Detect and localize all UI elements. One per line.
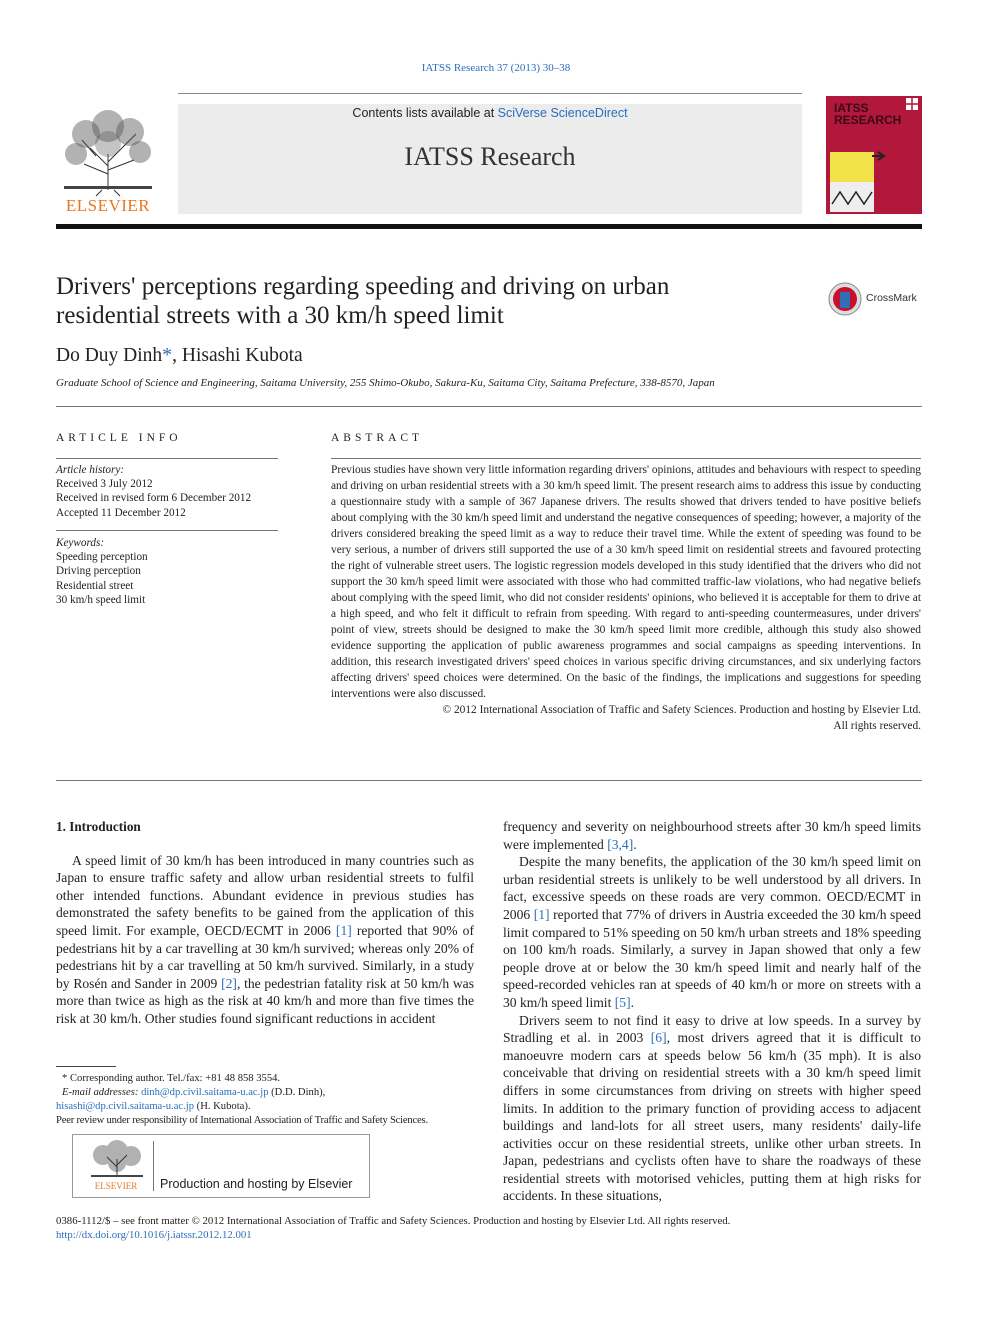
abstract-rule <box>331 458 921 459</box>
intro-paragraph-3 <box>503 1012 921 1206</box>
contents-availability <box>178 106 802 120</box>
text-run: A speed limit of 30 km/h has been introduced in many countries such as Japan to ensure traffic safety and allow urban residential streets to fulfil other intended functions. Abundant evidence in previous studies has demonstrated the safety benefits to be gained from the application of this speed limit. For example, OECD/ECMT in 2006 <box>56 852 474 938</box>
abstract-end-rule <box>56 780 922 781</box>
text-run: . <box>633 836 637 852</box>
intro-paragraph-continued <box>503 818 921 853</box>
author-1[interactable]: Do Duy Dinh <box>56 345 163 366</box>
history-accepted: Accepted 11 December 2012 <box>56 506 186 519</box>
elsevier-tree-small-icon <box>81 1139 151 1193</box>
intro-paragraph-2 <box>503 853 921 1011</box>
header-thick-rule <box>56 224 922 229</box>
email-owner: (H. Kubota). <box>194 1101 251 1112</box>
email-footnote <box>56 1086 486 1100</box>
text-run: . <box>630 994 635 1010</box>
citation-link[interactable]: [1] <box>533 906 550 922</box>
article-info-heading: ARTICLE INFO <box>56 432 182 444</box>
page-footer <box>56 1214 730 1242</box>
abstract-copyright <box>331 702 921 734</box>
production-hosting-box <box>72 1134 370 1198</box>
body-left-column <box>56 818 474 1028</box>
sciencedirect-link[interactable]: SciVerse ScienceDirect <box>497 106 628 120</box>
title-line-1: Drivers' perceptions regarding speeding and driving on urban <box>56 273 670 300</box>
history-revised: Received in revised form 6 December 2012 <box>56 492 252 505</box>
corresponding-author-mark[interactable]: * <box>162 344 173 366</box>
email-footnote-2 <box>56 1100 486 1114</box>
corresponding-footnote <box>56 1072 486 1086</box>
corresponding-text: Corresponding author. Tel./fax: +81 48 858 3554. <box>69 1073 281 1084</box>
contents-prefix: Contents lists available at <box>352 106 498 120</box>
text-run: frequency and severity on neighbourhood streets after 30 km/h speed limits were implemented <box>503 819 921 852</box>
copyright-line-1: © 2012 International Association of Traffic and Safety Sciences. Production and hosting by Elsevier Ltd. <box>442 704 921 716</box>
author-separator: , <box>172 345 182 366</box>
email-link-dinh[interactable]: dinh@dp.civil.saitama-u.ac.jp <box>141 1087 269 1098</box>
article-info-rule-1 <box>56 458 278 459</box>
citation-link[interactable]: [1] <box>335 922 352 938</box>
article-info-rule-2 <box>56 530 278 531</box>
peer-review-note: Peer review under responsibility of International Association of Traffic and Safety Sciences. <box>56 1115 428 1126</box>
history-label: Article history: <box>56 464 125 476</box>
crossmark-icon <box>828 282 862 316</box>
section-heading-introduction: 1. Introduction <box>56 819 141 834</box>
author-2[interactable]: Hisashi Kubota <box>181 345 303 366</box>
abstract-body <box>331 462 921 734</box>
production-divider <box>153 1141 154 1191</box>
keyword-item: Driving perception <box>56 565 141 578</box>
intro-paragraph-1 <box>56 852 474 1028</box>
header-rule <box>178 93 802 94</box>
elsevier-logo <box>56 104 160 216</box>
title-line-2: residential streets with a 30 km/h speed limit <box>56 302 504 329</box>
issn-line: 0386-1112/$ – see front matter © 2012 International Association of Traffic and Safety Sciences. Production and hosting by Elsevier Ltd. All rights reserved. <box>56 1215 731 1227</box>
email-label: E-mail addresses: <box>62 1087 139 1098</box>
elsevier-wordmark: ELSEVIER <box>65 196 151 215</box>
cover-title: IATSS RESEARCH <box>834 101 902 127</box>
footnote-rule <box>56 1066 116 1067</box>
copyright-line-2: All rights reserved. <box>833 720 921 732</box>
author-list <box>56 344 303 367</box>
body-right-column <box>503 818 921 1205</box>
citation-link[interactable]: [2] <box>221 975 237 991</box>
text-run: reported that 90% of pedestrians hit by a car travelling at 30 km/h survived; whereas only 20% of pedestrians hit by a car travelling at 50 km/h survived. Similarly, in a study by Rosén and Sander in 2009 <box>56 922 474 991</box>
crossmark-badge[interactable] <box>828 282 928 316</box>
keyword-item: Residential street <box>56 579 134 592</box>
abstract-heading: ABSTRACT <box>331 432 424 444</box>
journal-cover[interactable] <box>826 96 922 214</box>
svg-text:ELSEVIER: ELSEVIER <box>94 1181 138 1191</box>
affiliation: Graduate School of Science and Engineering, Saitama University, 255 Shimo-Okubo, Sakura-Ku, Saitama City, Saitama Prefecture, 338-8570, Japan <box>56 377 715 389</box>
email-link-kubota[interactable]: hisashi@dp.civil.saitama-u.ac.jp <box>56 1101 195 1112</box>
journal-reference[interactable] <box>0 62 992 74</box>
text-run: Drivers seem to not find it easy to drive at low speeds. In a survey by Stradling et al. in 2003 <box>503 1012 921 1046</box>
keyword-item: 30 km/h speed limit <box>56 593 146 606</box>
keyword-item: Speeding perception <box>56 551 148 564</box>
article-title <box>56 272 776 330</box>
email-owner: (D.D. Dinh), <box>268 1087 326 1098</box>
citation-link[interactable]: [5] <box>614 994 631 1010</box>
footnote-mark: * <box>62 1073 70 1084</box>
crossmark-label: CrossMark <box>866 292 917 304</box>
footnotes <box>56 1072 486 1128</box>
text-run: , most drivers agreed that it is difficult to manoeuvre modern cars at speeds below 56 km/h (35 mph). It is also conceivable that driving on residential streets with a 30 km/h speed limit differs in some circumstances from driving on streets with higher speed limits. In addition to the primary function of providing access to adjacent buildings and land-lots for all street users, many residents' daily-life activities occur on these residential streets, unlike other urban streets. In Japan, pedestrians and cyclists often have to share the roadways of these residential streets with motorised vehicles, putting them at high risks for accidents. In these situations, <box>503 1030 921 1204</box>
production-hosting-label: Production and hosting by Elsevier <box>160 1177 353 1191</box>
text-run: Despite the many benefits, the application of the 30 km/h speed limit on urban residential streets is unlikely to be well understood by all drivers. In fact, excessive speeds on these roads are very common. OECD/ECMT in 2006 <box>503 854 921 922</box>
citation-link[interactable]: [6] <box>650 1030 667 1046</box>
abstract-text: Previous studies have shown very little information regarding drivers' opinions, attitudes and behaviours with respect to speeding and driving on urban residential streets with a 30 km/h speed limit. The present research aims to address this issue by conducting a questionnaire study with a sample of 367 Japanese drivers. The results showed that drivers tended to have positive beliefs about complying with the 30 km/h speed limit and understand the negative consequences of speeding; however, a majority of the drivers considered breaking the speed limit as a way to reduce their travel time. While the extent of speeding was found to be very serious, a number of drivers still supported the use of a 30 km/h speed limit on residential streets and favoured protecting the right of vulnerable street users. The logistic regression models developed in this study identified that the drivers who did not support the 30 km/h speed limit were associated with those who had committed traffic-law violations, who had negative beliefs about complying with the speed limit, who did not consider residents' opinions, who believed it is acceptable for them to drive at a high speed, and who felt it difficult to refrain from speeding. With regard to anti-speeding countermeasures, under drivers' point of view, streets should be designed to make the 30 km/h speed limit more credible, although this study also showed evidence supporting the application of public awareness programmes and social campaigns as speeding interventions. In addition, this research investigated drivers' speed choices in various specific driving circumstances, and six underlying factors affecting drivers' speed choices were determined. On the basic of the findings, the implications and suggestions for speeding interventions were also discussed. <box>331 464 921 700</box>
journal-name[interactable]: IATSS Research <box>404 142 576 171</box>
text-run: , the pedestrian fatality risk at 50 km/h was more than twice as high as the risk at 40 km/h and more than five times the risk at 30 km/h. Other studies found significant reductions in accident <box>56 975 474 1026</box>
history-received: Received 3 July 2012 <box>56 478 153 491</box>
article-history <box>56 463 278 520</box>
keywords <box>56 536 278 607</box>
text-run: reported that 77% of drivers in Austria exceeded the 30 km/h speed limit compared to 51% speeding on 50 km/h urban streets and 18% speeding on 100 km/h roads. Similarly, a survey in Japan showed that only a few people drove at or below the 30 km/h speed limit and nearly half of the speed-recorded vehicles ran at speeds of 40 km/h or more on streets with a 30 km/h speed limit <box>503 906 921 1010</box>
keywords-label: Keywords: <box>56 537 105 549</box>
citation-link[interactable]: [3,4] <box>607 836 634 852</box>
doi-link[interactable]: http://dx.doi.org/10.1016/j.iatssr.2012.12.001 <box>56 1229 252 1241</box>
journal-ref-link[interactable]: IATSS Research 37 (2013) 30–38 <box>421 62 571 74</box>
title-rule <box>56 406 922 407</box>
